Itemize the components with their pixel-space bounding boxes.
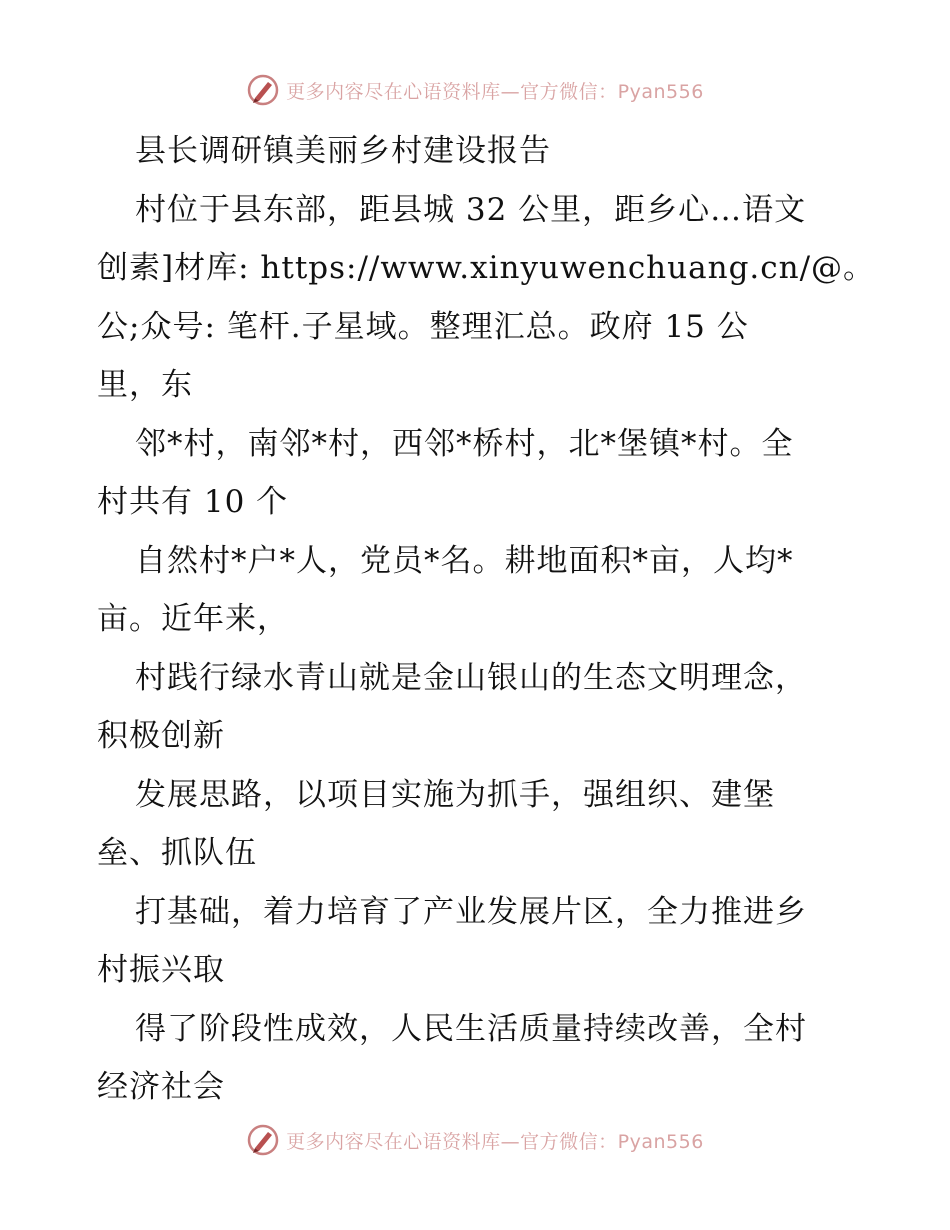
document-line: 垒、抓队伍 xyxy=(97,835,257,871)
document-line: 公;众号: 笔杆.子星域。整理汇总。政府 15 公 xyxy=(97,308,749,345)
header-banner-text: 更多内容尽在心语资料库—官方微信：Pyan556 xyxy=(286,80,704,103)
document-line: 村践行绿水青山就是金山银山的生态文明理念， xyxy=(135,659,807,696)
header-banner xyxy=(0,70,950,110)
document-line: 里，东 xyxy=(97,367,193,403)
document-line: 积极创新 xyxy=(97,718,225,754)
document-line: 自然村*户*人，党员*名。耕地面积*亩，人均* xyxy=(135,542,794,579)
footer-banner-text: 更多内容尽在心语资料库—官方微信：Pyan556 xyxy=(286,1130,704,1153)
document-line: 村共有 10 个 xyxy=(97,484,289,520)
document-title: 县长调研镇美丽乡村建设报告 xyxy=(135,133,551,169)
pen-nib-logo-icon xyxy=(246,73,280,107)
footer-banner xyxy=(0,1120,950,1160)
document-line: 发展思路，以项目实施为抓手，强组织、建堡 xyxy=(135,776,775,813)
document-line: 亩。近年来， xyxy=(97,601,289,637)
pen-nib-logo-icon xyxy=(246,1123,280,1157)
document-line: 邻*村，南邻*村，西邻*桥村，北*堡镇*村。全 xyxy=(135,425,794,462)
document-line: 村振兴取 xyxy=(97,952,225,988)
document-line: 得了阶段性成效，人民生活质量持续改善，全村 xyxy=(135,1010,807,1047)
document-line: 创素]材库: https://www.xinyuwenchuang.cn/@。 xyxy=(97,250,876,286)
document-line: 经济社会 xyxy=(97,1069,225,1105)
document-body xyxy=(97,122,876,1117)
document-line: 打基础，着力培育了产业发展片区，全力推进乡 xyxy=(135,893,807,930)
document-line: 村位于县东部，距县城 32 公里，距乡心…语文 xyxy=(135,191,807,228)
